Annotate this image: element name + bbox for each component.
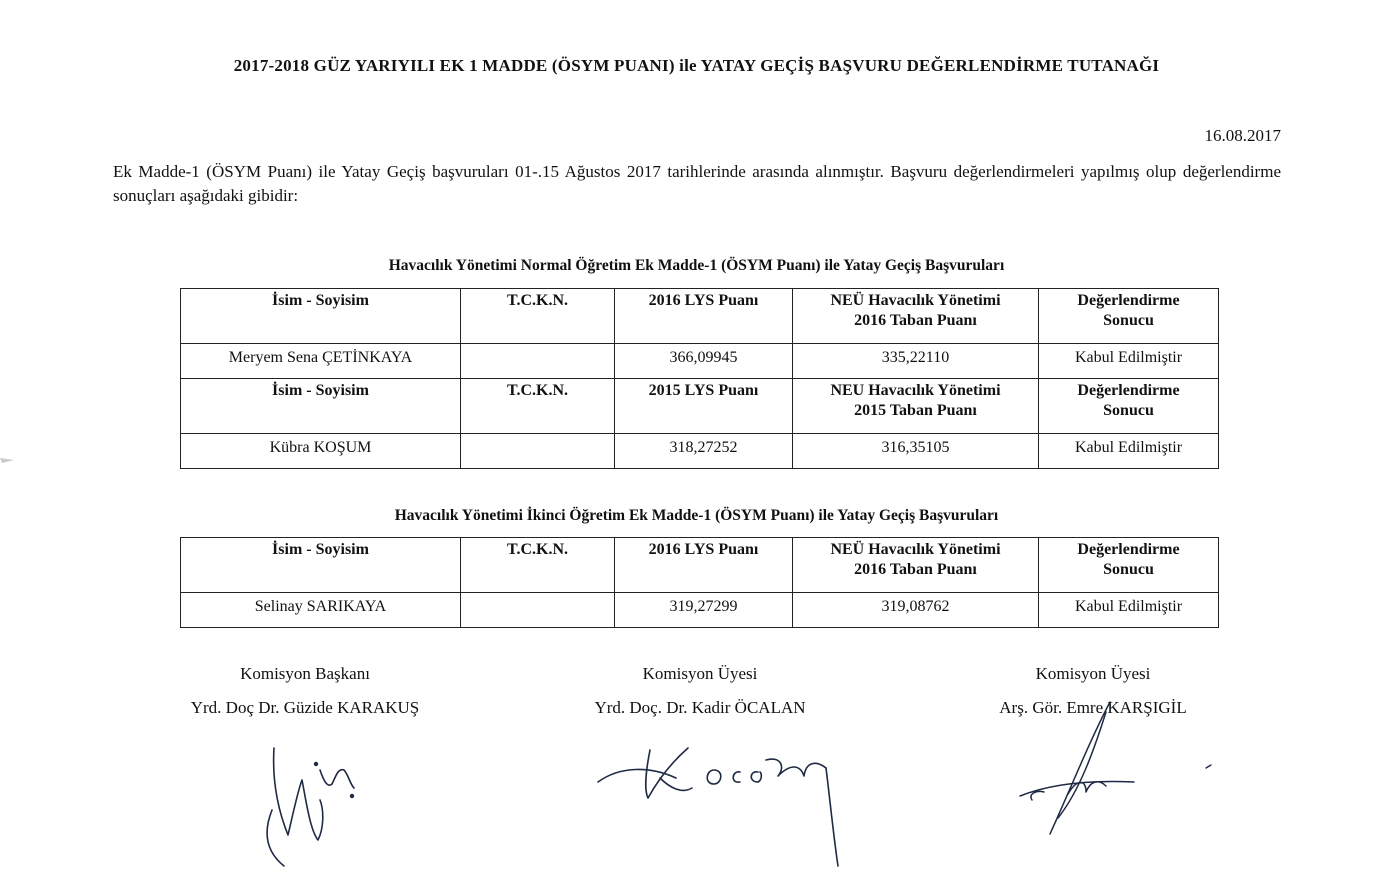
table-header-row [181,379,1219,434]
header-name: İsim - Soyisim [181,538,461,593]
handwritten-signature-member-2 [1010,700,1150,840]
cell-score: 319,27299 [615,593,793,628]
intro-paragraph: Ek Madde-1 (ÖSYM Puanı) ile Yatay Geçiş başvuruları 01-.15 Ağustos 2017 tarihlerinde arasında alınmıştır. Başvuru değerlendirmeleri yapılmış olup değerlendirme sonuçları aşağıdaki gibidir: [113,162,1281,205]
cell-result: Kabul Edilmiştir [1039,434,1219,469]
signature-role: Komisyon Üyesi [642,664,758,683]
header-result-line2: Sonucu [1103,402,1154,419]
signature-role: Komisyon Başkanı [240,664,370,683]
handwritten-signature-member-1 [590,740,850,870]
signature-block-chair [140,664,470,718]
header-result [1039,379,1219,434]
header-result [1039,538,1219,593]
header-result-line2: Sonucu [1103,312,1154,329]
header-tckn: T.C.K.N. [461,289,615,344]
table-header-row [181,289,1219,344]
header-score: 2015 LYS Puanı [615,379,793,434]
header-name: İsim - Soyisim [181,289,461,344]
applications-table-normal [180,288,1219,469]
cell-result: Kabul Edilmiştir [1039,344,1219,379]
header-base-score [793,379,1039,434]
table-header-row [181,538,1219,593]
header-score: 2016 LYS Puanı [615,289,793,344]
header-result [1039,289,1219,344]
header-base-line2: 2016 Taban Puanı [854,561,977,578]
header-base-line1: NEÜ Havacılık Yönetimi [830,292,1001,309]
cell-result: Kabul Edilmiştir [1039,593,1219,628]
header-result-line1: Değerlendirme [1077,292,1180,309]
cell-tckn [461,593,615,628]
applications-table-evening [180,537,1219,628]
header-name: İsim - Soyisim [181,379,461,434]
cell-name: Selinay SARIKAYA [181,593,461,628]
header-score: 2016 LYS Puanı [615,538,793,593]
signature-name: Yrd. Doç Dr. Güzide KARAKUŞ [190,698,420,717]
table-row [181,593,1219,628]
header-tckn: T.C.K.N. [461,538,615,593]
document-title: 2017-2018 GÜZ YARIYILI EK 1 MADDE (ÖSYM PUANI) ile YATAY GEÇİŞ BAŞVURU DEĞERLENDİRME TUTANAĞI [233,56,1160,75]
cell-base-score: 335,22110 [793,344,1039,379]
header-base-score [793,538,1039,593]
header-base-line2: 2015 Taban Puanı [854,402,977,419]
header-tckn: T.C.K.N. [461,379,615,434]
table-row [181,344,1219,379]
cell-score: 318,27252 [615,434,793,469]
cell-base-score: 319,08762 [793,593,1039,628]
section-title-normal: Havacılık Yönetimi Normal Öğretim Ek Madde-1 (ÖSYM Puanı) ile Yatay Geçiş Başvuruları [388,257,1005,274]
section-title-evening: Havacılık Yönetimi İkinci Öğretim Ek Madde-1 (ÖSYM Puanı) ile Yatay Geçiş Başvuruları [394,507,999,524]
table-row [181,434,1219,469]
header-base-score [793,289,1039,344]
document-date: 16.08.2017 [1204,126,1281,145]
handwritten-signature-chair [258,740,368,868]
signature-name: Arş. Gör. Emre KARŞIGİL [999,698,1187,717]
cell-name: Meryem Sena ÇETİNKAYA [181,344,461,379]
header-result-line1: Değerlendirme [1077,541,1180,558]
signature-block-member-1 [535,664,865,718]
header-result-line1: Değerlendirme [1077,382,1180,399]
ink-dot [1204,762,1214,772]
header-result-line2: Sonucu [1103,561,1154,578]
signature-role: Komisyon Üyesi [1035,664,1151,683]
header-base-line2: 2016 Taban Puanı [854,312,977,329]
header-base-line1: NEU Havacılık Yönetimi [830,382,1001,399]
cell-name: Kübra KOŞUM [181,434,461,469]
cell-score: 366,09945 [615,344,793,379]
header-base-line1: NEÜ Havacılık Yönetimi [830,541,1001,558]
cell-base-score: 316,35105 [793,434,1039,469]
cell-tckn [461,434,615,469]
signature-name: Yrd. Doç. Dr. Kadir ÖCALAN [594,698,806,717]
scan-mark [0,454,18,466]
cell-tckn [461,344,615,379]
